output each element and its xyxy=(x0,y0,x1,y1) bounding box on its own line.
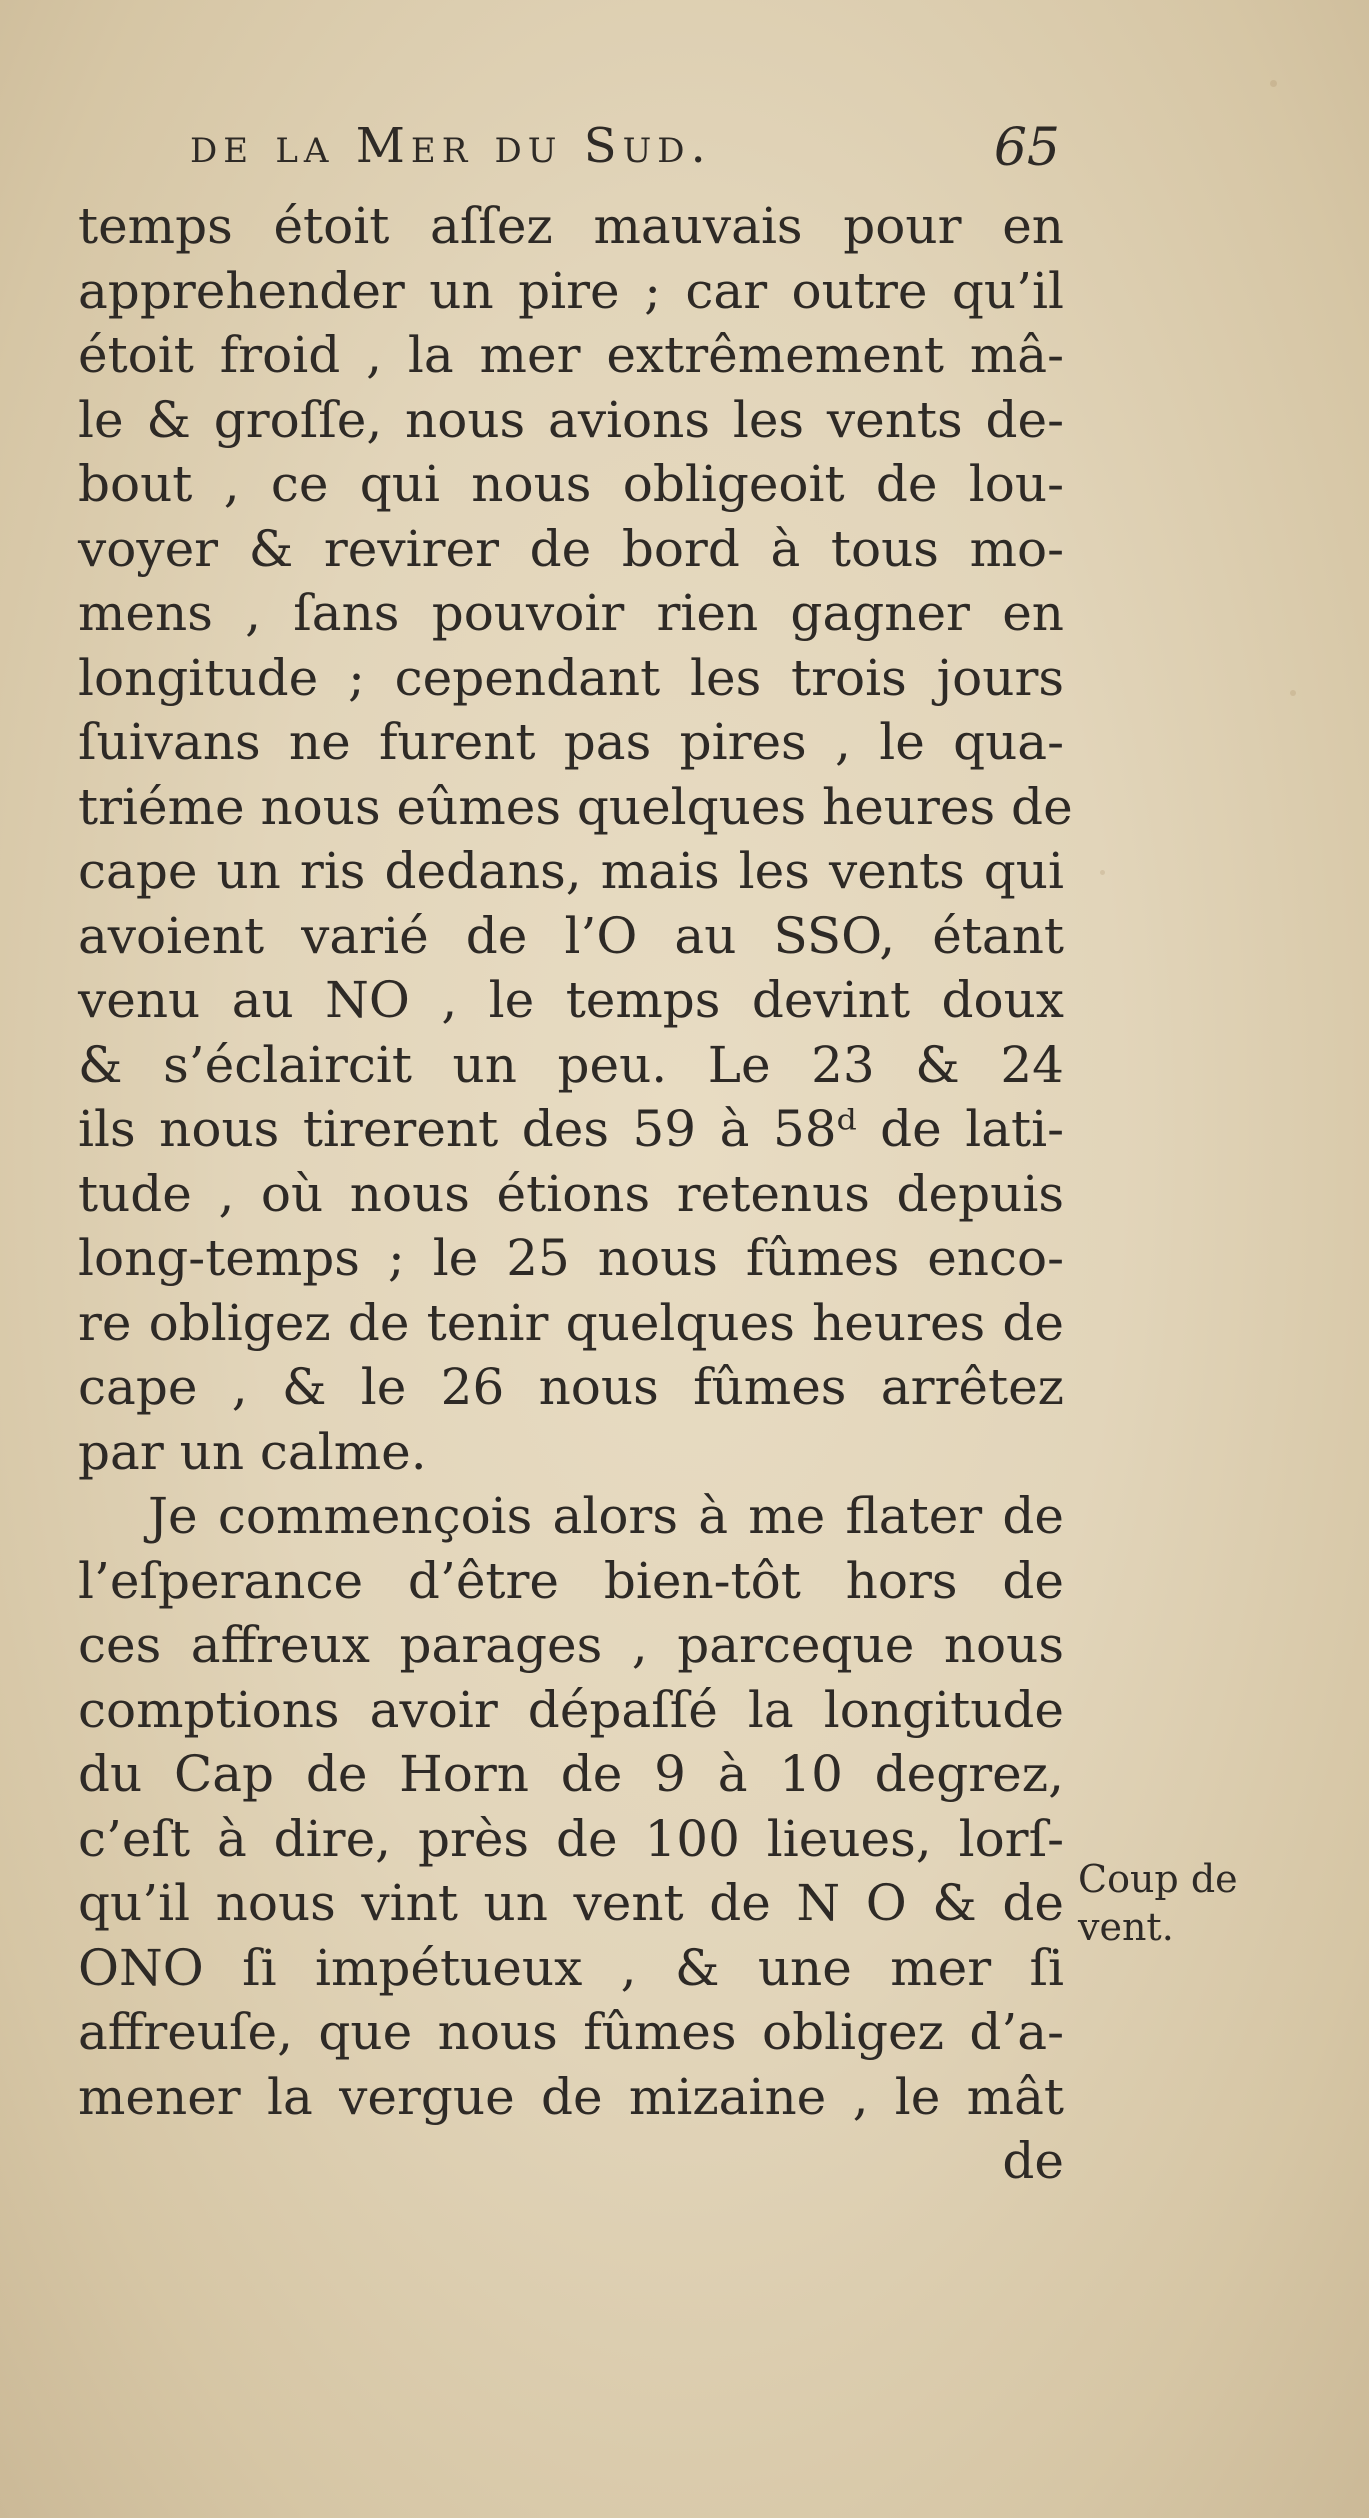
paragraph-2 xyxy=(78,1484,1064,2129)
margin-note xyxy=(1078,1855,1238,1951)
paragraph-1 xyxy=(78,194,1073,1484)
page-header xyxy=(190,118,1060,188)
running-head: de la Mer du Sud. xyxy=(190,118,712,174)
text-line: triéme nous eûmes quelques heures de xyxy=(78,777,1073,836)
text-line: re obligez de tenir quelques heures de xyxy=(78,1293,1064,1352)
text-line: le & groſſe, nous avions les vents de- xyxy=(78,390,1064,449)
text-line: l’eſperance d’être bien-tôt hors de xyxy=(78,1551,1064,1610)
text-line: cape un ris dedans, mais les vents qui xyxy=(78,842,1064,900)
text-line: ils nous tirerent des 59 à 58ᵈ de lati- xyxy=(78,1100,1064,1158)
text-line: étoit froid , la mer extrêmement mâ- xyxy=(78,326,1064,384)
body-text xyxy=(78,194,1073,2194)
foxing-spot xyxy=(1290,690,1296,696)
foxing-spot xyxy=(1270,80,1277,87)
text-line: ces affreux parages , parceque nous xyxy=(78,1616,1064,1674)
text-line: c’eſt à dire, près de 100 lieues, lorſ- xyxy=(78,1809,1064,1868)
text-line: tude , où nous étions retenus depuis xyxy=(78,1164,1064,1223)
foxing-spot xyxy=(1100,870,1105,875)
text-line: & s’éclaircit un peu. Le 23 & 24 xyxy=(78,1035,1064,1094)
text-line: affreuſe, que nous fûmes obligez d’a- xyxy=(78,2003,1064,2061)
text-line: voyer & revirer de bord à tous mo- xyxy=(78,519,1064,578)
text-line: Je commençois alors à me flater de xyxy=(148,1487,1064,1545)
text-line: cape , & le 26 nous fûmes arrêtez xyxy=(78,1358,1064,1416)
text-line: qu’il nous vint un vent de N O & de xyxy=(78,1874,1064,1932)
text-line: mens , ſans pouvoir rien gagner en xyxy=(78,584,1064,642)
text-line: du Cap de Horn de 9 à 10 degrez, xyxy=(78,1745,1064,1803)
page-number: 65 xyxy=(993,118,1060,178)
text-line: ONO ſi impétueux , & une mer ſi xyxy=(78,1938,1064,1997)
margin-note-line: vent. xyxy=(1078,1905,1174,1949)
text-line: avoient varié de l’O au SSO, étant xyxy=(78,906,1064,965)
text-line: venu au NO , le temps devint doux xyxy=(78,971,1064,1029)
catchword: de xyxy=(1002,2132,1064,2190)
text-line: bout , ce qui nous obligeoit de lou- xyxy=(78,455,1064,513)
text-line: longitude ; cependant les trois jours xyxy=(78,648,1064,707)
text-line: apprehender un pire ; car outre qu’il xyxy=(78,261,1064,320)
text-line: temps étoit aſſez mauvais pour en xyxy=(78,197,1064,255)
text-line: par un calme. xyxy=(78,1422,427,1481)
text-line: comptions avoir dépaſſé la longitude xyxy=(78,1680,1064,1739)
text-line: ſuivans ne furent pas pires , le qua- xyxy=(78,713,1064,771)
text-line: long-temps ; le 25 nous fûmes enco- xyxy=(78,1229,1064,1287)
text-line: mener la vergue de mizaine , le mât xyxy=(78,2067,1064,2126)
margin-note-line: Coup de xyxy=(1078,1857,1238,1901)
